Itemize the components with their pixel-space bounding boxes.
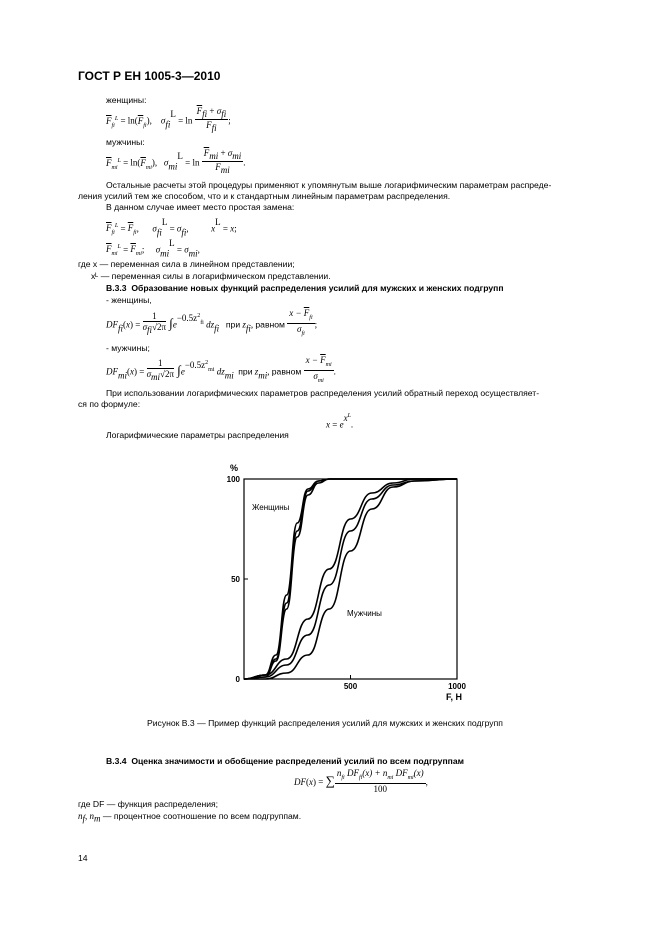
section-b33-heading	[106, 283, 504, 294]
y-tick-label: 0	[235, 675, 240, 684]
b33-at-1: при	[225, 319, 241, 330]
x-tick-label: 500	[343, 682, 358, 691]
male-formula: $\overline{F}_{mi}^L = \ln(\overline{F}_{mi})$, $\sigma_{mi}^L = \ln$ $\frac{\overline{F}_{mi} + \sigma_{mi}}{\overline{F}_{mi}}$ .	[106, 148, 246, 175]
female-label: женщины:	[106, 95, 147, 105]
x-axis-label: F, H	[446, 692, 463, 702]
para-simple: В данном случае имеет место простая замена:	[106, 202, 295, 212]
section-b34-number: B.3.4	[106, 756, 127, 766]
where-df: где DF — функция распределения;	[78, 799, 219, 809]
section-b34-title: Оценка значимости и обобщение распределений усилий по всем подгруппам	[131, 756, 464, 766]
df-total-formula: DF(x) = ∑ $\frac{n_{fi} DF_{fi}(x) + n_{mi} DF_{mi}(x)}{100}$ ,	[294, 768, 428, 794]
para-inverse-2: ся по формуле:	[78, 399, 141, 409]
inverse-formula: $x = e^{x^L}$.	[326, 413, 354, 430]
page-number: 14	[78, 853, 88, 863]
where-n: — процентное соотношение по всем подгруппам.	[102, 811, 302, 821]
page-header: ГОСТ Р ЕН 1005-3—2010	[78, 69, 221, 83]
b33-equal-2: равном	[271, 366, 302, 377]
df-male-formula: $DF_{mi}(x)$ = $\frac{1}{\sigma_{mi}√2\pi}$ $\int e^{-0.5z^2_{mi}}$ $dz_{mi}$ при $z_{mi}$, равном $\frac{x - \overline{F}_{mi}}{\sigma_{mi}}$ .	[106, 355, 336, 384]
y-tick-label: 100	[226, 475, 240, 484]
section-b33-title: Образование новых функций распределения усилий для мужских и женских подгрупп	[131, 283, 504, 293]
where-xl: xᴸ — переменная силы в логарифмическом представлении.	[91, 271, 331, 281]
x-tick-label: 1000	[448, 682, 466, 691]
section-b34-heading	[106, 756, 464, 767]
section-b33-number: B.3.3	[106, 283, 127, 293]
annotation-men: Мужчины	[347, 609, 382, 618]
b33-male-label: - мужчины;	[106, 343, 150, 353]
b33-at-2: при	[238, 366, 253, 377]
df-female-formula: $DF_{fi}(x)$ = $\frac{1}{\sigma_{fi}√2\pi}$ $\int e^{-0.5z^2_{fi}}$ $dz_{fi}$ при $z_{fi}$, равном $\frac{x - \overline{F}_{fi}}{\sigma_{fi}}$ ;	[106, 308, 318, 337]
where-x: где x — переменная сила в линейном представлении;	[78, 259, 295, 269]
para-inverse-1: При использовании логарифмических параметров распределения усилий обратный переход осуществляет-	[106, 388, 540, 398]
y-tick-label: 50	[231, 575, 240, 584]
b33-female-label: - женщины,	[106, 295, 152, 305]
female-formula: $\overline{F}_{fi}^L = \ln(\overline{F}_{fi})$, $\sigma_{fi}^L = \ln$ $\frac{\overline{F}_{fi} + \sigma_{fi}}{\overline{F}_{fi}}$ ;	[106, 106, 231, 133]
y-axis-label: %	[230, 463, 239, 473]
para-rest-1: Остальные расчеты этой процедуры применяют к упомянутым выше логарифмическим параметрам распреде-	[106, 180, 552, 190]
para-rest-2: ления усилий тем же способом, что и к стандартным линейным параметрам распределения.	[78, 191, 451, 201]
figure-caption: Рисунок B.3 — Пример функций распределения усилий для мужских и женских подгрупп	[147, 718, 503, 728]
male-label: мужчины:	[106, 137, 145, 147]
log-params: Логарифмические параметры распределения	[106, 430, 289, 440]
where-n-line: $n_f$, $n_m$ — процентное соотношение по всем подгруппам.	[78, 811, 302, 824]
substitution-female: $\overline{F}_{fi}^L = \overline{F}_{fi}$, $\sigma_{fi}^L = \sigma_{fi}$, $x^L = x$;	[106, 217, 237, 238]
annotation-women: Женщины	[252, 503, 290, 512]
distribution-chart	[222, 458, 482, 708]
substitution-male: $\overline{F}_{mi}^L = \overline{F}_{mi}$; $\sigma_{mi}^L = \sigma_{mi}$,	[106, 238, 200, 259]
b33-equal-1: равном	[255, 319, 285, 330]
